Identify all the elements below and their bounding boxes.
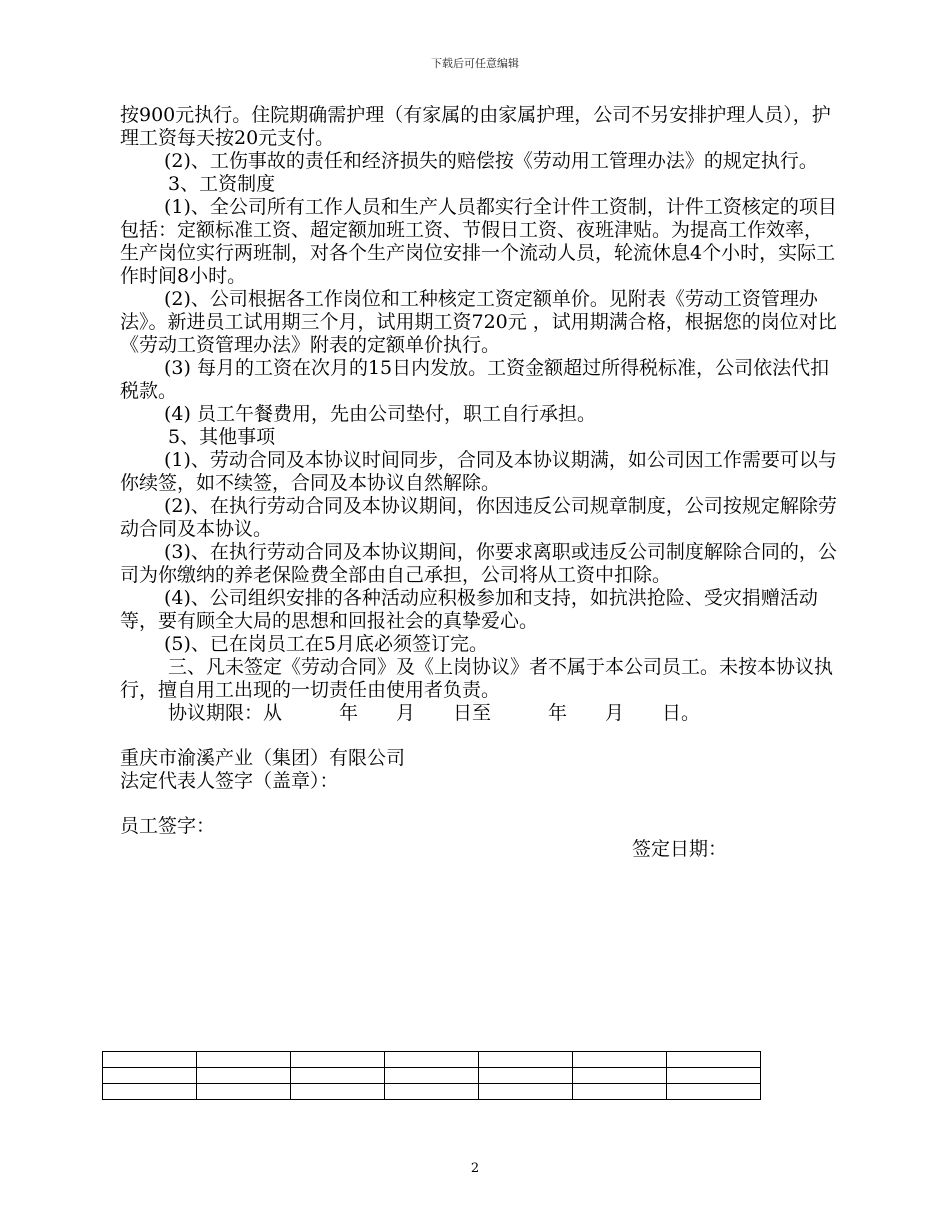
employee-signature: 员工签字： (120, 815, 216, 837)
table-cell (479, 1052, 573, 1068)
paragraph-section-three: 三、凡未签定《劳动合同》及《上岗协议》者不属于本公司员工。未按本协议执行，擅自用工出现的一切责任由使用者负责。 (120, 656, 834, 701)
paragraph-other-5: (5)、已在岗员工在5月底必须签订完。 (164, 633, 489, 655)
paragraph-wage-4: (4) 员工午餐费用，先由公司垫付，职工自行承担。 (164, 403, 596, 425)
table-cell (385, 1068, 479, 1084)
table-cell (291, 1052, 385, 1068)
table-cell (573, 1084, 667, 1100)
spacer (120, 725, 840, 747)
paragraph-2: (2)、工伤事故的责任和经济损失的赔偿按《劳动用工管理办法》的规定执行。 (164, 150, 818, 172)
spacer (120, 793, 840, 815)
table-cell (667, 1052, 761, 1068)
table-cell (197, 1084, 291, 1100)
table-cell (667, 1084, 761, 1100)
table-cell (479, 1068, 573, 1084)
paragraph-wage-1: (1)、全公司所有工作人员和生产人员都实行全计件工资制，计件工资核定的项目包括：定额标准工资、超定额加班工资、节假日工资、夜班津贴。为提高工作效率，生产岗位实行两班制，对各个生产岗位安排一个流动人员，轮流休息4个小时，实际工作时间8小时。 (120, 196, 837, 287)
blank-table (102, 1051, 761, 1100)
section-heading-other: 5、其他事项 (168, 426, 276, 448)
agreement-term: 协议期限：从 年 月 日至 年 月 日。 (168, 702, 701, 724)
sign-date: 签定日期： (632, 838, 728, 860)
page-header: 下载后可任意编辑 (431, 57, 519, 70)
table-cell (291, 1068, 385, 1084)
table-cell (573, 1052, 667, 1068)
table-cell (385, 1052, 479, 1068)
document-body (120, 104, 840, 861)
table-cell (667, 1068, 761, 1084)
company-name: 重庆市渝溪产业（集团）有限公司 (120, 747, 406, 769)
paragraph-other-1: (1)、劳动合同及本协议时间同步，合同及本协议期满，如公司因工作需要可以与你续签，如不续签，合同及本协议自然解除。 (120, 449, 837, 494)
table-cell (385, 1084, 479, 1100)
paragraph-other-3: (3)、在执行劳动合同及本协议期间，你要求离职或违反公司制度解除合同的，公司为你缴纳的养老保险费全部由自己承担，公司将从工资中扣除。 (120, 541, 837, 586)
paragraph-wage-3: (3) 每月的工资在次月的15日内发放。工资金额超过所得税标准，公司依法代扣税款。 (120, 357, 830, 402)
table-cell (103, 1084, 197, 1100)
table-cell (573, 1068, 667, 1084)
table-cell (291, 1084, 385, 1100)
table-row (103, 1052, 761, 1068)
table-cell (197, 1052, 291, 1068)
paragraph-other-4: (4)、公司组织安排的各种活动应积极参加和支持，如抗洪抢险、受灾捐赠活动等，要有顾全大局的思想和回报社会的真挚爱心。 (120, 587, 818, 632)
table-cell (197, 1068, 291, 1084)
table-cell (479, 1084, 573, 1100)
section-heading-wages: 3、工资制度 (168, 173, 276, 195)
paragraph-wage-2: (2)、公司根据各工作岗位和工种核定工资定额单价。见附表《劳动工资管理办法》。新进员工试用期三个月，试用期工资720元 ，试用期满合格，根据您的岗位对比《劳动工资管理办法》附表的定额单价执行。 (120, 288, 837, 356)
table-row (103, 1084, 761, 1100)
paragraph-1: 按900元执行。住院期确需护理（有家属的由家属护理，公司不另安排护理人员），护理工资每天按20元支付。 (120, 104, 831, 149)
legal-rep-signature: 法定代表人签字（盖章）： (120, 770, 339, 792)
table-cell (103, 1052, 197, 1068)
table-row (103, 1068, 761, 1084)
page-number: 2 (470, 1161, 480, 1176)
table-cell (103, 1068, 197, 1084)
paragraph-other-2: (2)、在执行劳动合同及本协议期间，你因违反公司规章制度，公司按规定解除劳动合同及本协议。 (120, 495, 837, 540)
